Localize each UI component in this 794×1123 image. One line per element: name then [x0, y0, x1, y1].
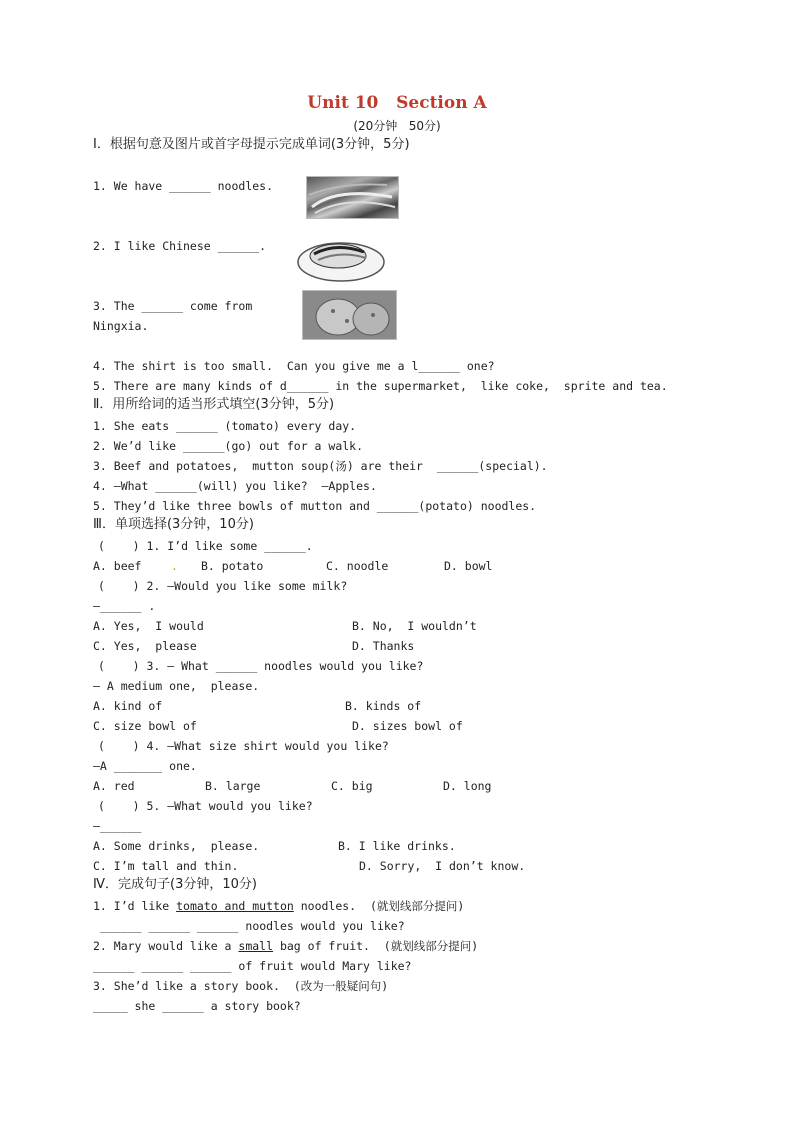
part1-q5: 5. There are many kinds of d______ in the supermarket, like coke, sprite and tea. — [93, 379, 668, 393]
part3-q2-reply: —______ . — [93, 599, 156, 613]
part3-q4: ( ) 4. —What size shirt would you like? — [98, 739, 389, 753]
part3-q1-opt-d: D. bowl — [444, 559, 493, 573]
part1-q2: 2. I like Chinese ______. — [93, 239, 267, 253]
dish-photo — [296, 232, 386, 284]
part3-q5-opt-a: A. Some drinks, please. — [93, 839, 260, 853]
part4-q2-underlined: small — [238, 939, 274, 953]
part3-q4-opt-d: D. long — [443, 779, 492, 793]
part3-q4-opt-b: B. large — [205, 779, 261, 793]
part2-q2: 2. We’d like ______(go) out for a walk. — [93, 439, 364, 453]
part1-q1: 1. We have ______ noodles. — [93, 179, 274, 193]
part3-q5-reply: —______ — [93, 819, 142, 833]
part4-q2 — [93, 939, 478, 953]
part3-q1-opt-c: C. noodle — [326, 559, 389, 573]
part4-q1-underlined: tomato and mutton — [176, 899, 294, 913]
part3-q1-opt-a: A. beef — [93, 559, 142, 573]
part4-q2-answer: ______ ______ ______ of fruit would Mary like? — [93, 959, 412, 973]
cabbage-photo — [306, 176, 399, 219]
part3-q1: ( ) 1. I’d like some ______. — [98, 539, 313, 553]
part2-q5: 5. They’d like three bowls of mutton and ______(potato) noodles. — [93, 499, 537, 513]
part3-q3-opt-a: A. kind of — [93, 699, 163, 713]
part4-q3-answer: _____ she ______ a story book? — [93, 999, 301, 1013]
potato-photo — [302, 290, 397, 340]
part3-q5-opt-b: B. I like drinks. — [338, 839, 456, 853]
highlight-dot: . — [171, 559, 178, 573]
part3-q5-opt-d: D. Sorry, I don’t know. — [359, 859, 526, 873]
part3-q2: ( ) 2. —Would you like some milk? — [98, 579, 348, 593]
part3-q3-opt-d: D. sizes bowl of — [352, 719, 463, 733]
part2-q1: 1. She eats ______ (tomato) every day. — [93, 419, 357, 433]
part3-q4-opt-c: C. big — [331, 779, 373, 793]
part3-q1-opt-b: B. potato — [201, 559, 264, 573]
part1-q3-line1: 3. The ______ come from — [93, 299, 253, 313]
part3-q2-opt-b: B. No, I wouldn’t — [352, 619, 477, 633]
part3-q4-reply: —A _______ one. — [93, 759, 197, 773]
part1-q4: 4. The shirt is too small. Can you give me a l______ one? — [93, 359, 495, 373]
part4-q1-prefix: 1. I’d like — [93, 899, 177, 913]
part4-heading: Ⅳ．完成句子(3分钟，10分) — [93, 877, 257, 892]
part3-q2-opt-d: D. Thanks — [352, 639, 415, 653]
worksheet-subtitle: (20分钟 50分) — [353, 119, 441, 133]
part4-q3: 3. She’d like a story book. (改为一般疑问句) — [93, 979, 389, 993]
part2-q4: 4. —What ______(will) you like? —Apples. — [93, 479, 377, 493]
part2-heading: Ⅱ．用所给词的适当形式填空(3分钟，5分) — [93, 397, 335, 412]
part4-q2-prefix: 2. Mary would like a — [93, 939, 239, 953]
part1-heading: Ⅰ．根据句意及图片或首字母提示完成单词(3分钟，5分) — [93, 137, 410, 152]
part3-q2-opt-a: A. Yes, I would — [93, 619, 204, 633]
part1-q3-line2: Ningxia. — [93, 319, 149, 333]
part4-q1-suffix: noodles. (就划线部分提问) — [293, 899, 465, 913]
part4-q2-suffix: bag of fruit. (就划线部分提问) — [273, 939, 479, 953]
part4-q1 — [93, 899, 464, 913]
part3-q3-reply: — A medium one, please. — [93, 679, 260, 693]
part3-q3-opt-b: B. kinds of — [345, 699, 422, 713]
part3-q3-opt-c: C. size bowl of — [93, 719, 197, 733]
part4-q1-answer: ______ ______ ______ noodles would you like? — [100, 919, 405, 933]
part3-q5-opt-c: C. I’m tall and thin. — [93, 859, 239, 873]
part3-q5: ( ) 5. —What would you like? — [98, 799, 313, 813]
part3-q3: ( ) 3. — What ______ noodles would you like? — [98, 659, 424, 673]
part3-q2-opt-c: C. Yes, please — [93, 639, 197, 653]
part3-q4-opt-a: A. red — [93, 779, 135, 793]
part3-heading: Ⅲ．单项选择(3分钟，10分) — [93, 517, 254, 532]
part2-q3: 3. Beef and potatoes, mutton soup(汤) are their ______(special). — [93, 459, 548, 473]
worksheet-title: Unit 10 Section A — [307, 93, 487, 113]
